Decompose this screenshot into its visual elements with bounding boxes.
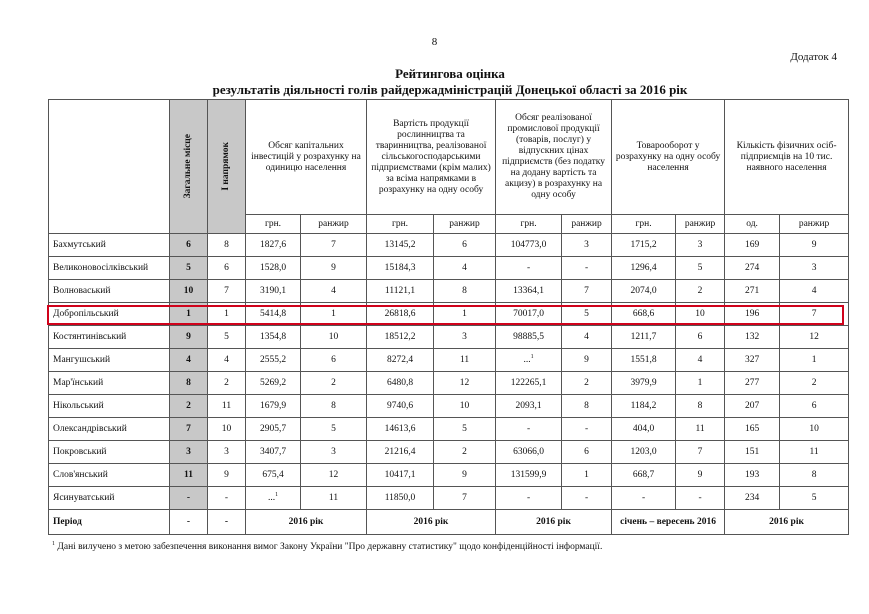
trade-value: 404,0 [612, 418, 676, 441]
agri-value: 15184,3 [367, 257, 434, 280]
period-row [49, 510, 849, 535]
entrepreneurs-header: Кількість фізичних осіб-підприємців на 10 тис. наявного населення [725, 100, 849, 215]
page-number: 8 [431, 36, 438, 48]
table-row [49, 234, 849, 257]
agri-rank: 4 [434, 257, 496, 280]
industry-value: 122265,1 [496, 372, 562, 395]
period-industry: 2016 рік [496, 510, 612, 535]
trade-value: 1211,7 [612, 326, 676, 349]
rating-table [48, 99, 849, 535]
capital-rank: 3 [301, 441, 367, 464]
trade-rank: 7 [676, 441, 725, 464]
unit-uah: грн. [612, 215, 676, 234]
capital-rank: 9 [301, 257, 367, 280]
trade-rank: 2 [676, 280, 725, 303]
agri-value: 13145,2 [367, 234, 434, 257]
industry-rank: 5 [562, 303, 612, 326]
period-capital: 2016 рік [246, 510, 367, 535]
district-name: Нікольський [49, 395, 170, 418]
table-row [49, 464, 849, 487]
capital-value: 5269,2 [246, 372, 301, 395]
industry-value: 104773,0 [496, 234, 562, 257]
industry-value: - [496, 487, 562, 510]
entrepreneurs-value: 151 [725, 441, 780, 464]
period-label: Період [49, 510, 170, 535]
entrepreneurs-rank: 7 [780, 303, 849, 326]
capital-value: 5414,8 [246, 303, 301, 326]
entrepreneurs-rank: 3 [780, 257, 849, 280]
entrepreneurs-rank: 2 [780, 372, 849, 395]
agri-rank: 3 [434, 326, 496, 349]
direction-rank: - [208, 487, 246, 510]
title-line-1: Рейтингова оцінка [395, 66, 505, 81]
trade-rank: 8 [676, 395, 725, 418]
district-name: Добропільський [49, 303, 170, 326]
industry-value: ...$^1$ [496, 349, 562, 372]
overall-place: 6 [170, 234, 208, 257]
trade-rank: 9 [676, 464, 725, 487]
overall-place: 2 [170, 395, 208, 418]
agri-value: 26818,6 [367, 303, 434, 326]
capital-rank: 2 [301, 372, 367, 395]
entrepreneurs-rank: 8 [780, 464, 849, 487]
overall-place: - [170, 487, 208, 510]
capital-value: 1827,6 [246, 234, 301, 257]
industry-value: 70017,0 [496, 303, 562, 326]
district-name: Ясинуватський [49, 487, 170, 510]
capital-investment-header: Обсяг капітальних інвестицій у розрахунку на одиницю населення [246, 100, 367, 215]
capital-rank: 5 [301, 418, 367, 441]
overall-place: 9 [170, 326, 208, 349]
trade-rank: 3 [676, 234, 725, 257]
capital-value: 1679,9 [246, 395, 301, 418]
agri-rank: 12 [434, 372, 496, 395]
entrepreneurs-value: 274 [725, 257, 780, 280]
agri-value: 8272,4 [367, 349, 434, 372]
direction-rank: 3 [208, 441, 246, 464]
capital-rank: 4 [301, 280, 367, 303]
district-name: Костянтинівський [49, 326, 170, 349]
capital-rank: 8 [301, 395, 367, 418]
capital-rank: 1 [301, 303, 367, 326]
trade-value: 1296,4 [612, 257, 676, 280]
trade-value: 3979,9 [612, 372, 676, 395]
industry-value: 98885,5 [496, 326, 562, 349]
unit-uah: грн. [496, 215, 562, 234]
trade-value: 2074,0 [612, 280, 676, 303]
overall-place: 11 [170, 464, 208, 487]
overall-place-header: Загальне місце [170, 100, 208, 234]
industry-rank: 1 [562, 464, 612, 487]
agri-rank: 10 [434, 395, 496, 418]
capital-rank: 7 [301, 234, 367, 257]
table-row [49, 349, 849, 372]
district-name: Покровський [49, 441, 170, 464]
trade-value: 1203,0 [612, 441, 676, 464]
entrepreneurs-rank: 6 [780, 395, 849, 418]
entrepreneurs-value: 132 [725, 326, 780, 349]
district-name: Бахмутський [49, 234, 170, 257]
agri-value: 6480,8 [367, 372, 434, 395]
trade-value: 668,7 [612, 464, 676, 487]
entrepreneurs-value: 277 [725, 372, 780, 395]
industry-rank: - [562, 418, 612, 441]
table-row [49, 441, 849, 464]
overall-place: 10 [170, 280, 208, 303]
agri-rank: 8 [434, 280, 496, 303]
period-agri: 2016 рік [367, 510, 496, 535]
footnote-mark: 1 [275, 491, 279, 498]
entrepreneurs-value: 169 [725, 234, 780, 257]
entrepreneurs-rank: 12 [780, 326, 849, 349]
capital-rank: 6 [301, 349, 367, 372]
overall-place: 3 [170, 441, 208, 464]
appendix-label: Додаток 4 [790, 51, 837, 63]
industry-rank: - [562, 487, 612, 510]
overall-place: 4 [170, 349, 208, 372]
industry-rank: - [562, 257, 612, 280]
direction-rank: 5 [208, 326, 246, 349]
trade-value: - [612, 487, 676, 510]
agri-value: 9740,6 [367, 395, 434, 418]
trade-rank: 6 [676, 326, 725, 349]
industry-rank: 2 [562, 372, 612, 395]
entrepreneurs-value: 193 [725, 464, 780, 487]
entrepreneurs-value: 327 [725, 349, 780, 372]
entrepreneurs-rank: 4 [780, 280, 849, 303]
table-row [49, 418, 849, 441]
trade-rank: 4 [676, 349, 725, 372]
period-place: - [170, 510, 208, 535]
agri-rank: 11 [434, 349, 496, 372]
capital-rank: 11 [301, 487, 367, 510]
direction-rank: 10 [208, 418, 246, 441]
direction-rank: 8 [208, 234, 246, 257]
capital-value: 3407,7 [246, 441, 301, 464]
unit-uah: грн. [246, 215, 301, 234]
period-entrepreneurs: 2016 рік [725, 510, 849, 535]
district-name: Волноваський [49, 280, 170, 303]
district-name: Слов'янський [49, 464, 170, 487]
industry-rank: 9 [562, 349, 612, 372]
industry-rank: 8 [562, 395, 612, 418]
entrepreneurs-rank: 9 [780, 234, 849, 257]
unit-rank: ранжир [676, 215, 725, 234]
entrepreneurs-value: 234 [725, 487, 780, 510]
agri-rank: 7 [434, 487, 496, 510]
industry-rank: 4 [562, 326, 612, 349]
header-row [49, 100, 849, 215]
direction-rank: 6 [208, 257, 246, 280]
entrepreneurs-rank: 11 [780, 441, 849, 464]
agri-rank: 6 [434, 234, 496, 257]
overall-place: 8 [170, 372, 208, 395]
overall-place: 5 [170, 257, 208, 280]
direction-rank: 4 [208, 349, 246, 372]
agri-value: 14613,6 [367, 418, 434, 441]
trade-value: 1184,2 [612, 395, 676, 418]
agri-value: 10417,1 [367, 464, 434, 487]
industry-value: 13364,1 [496, 280, 562, 303]
table-row-highlighted [49, 303, 849, 326]
entrepreneurs-value: 165 [725, 418, 780, 441]
entrepreneurs-rank: 5 [780, 487, 849, 510]
direction-rank: 7 [208, 280, 246, 303]
direction-rank: 11 [208, 395, 246, 418]
industry-rank: 3 [562, 234, 612, 257]
industry-value: 131599,9 [496, 464, 562, 487]
industry-rank: 6 [562, 441, 612, 464]
district-header-cell [49, 100, 170, 234]
capital-value: 3190,1 [246, 280, 301, 303]
unit-rank: ранжир [301, 215, 367, 234]
direction-rank: 1 [208, 303, 246, 326]
period-trade: січень – вересень 2016 [612, 510, 725, 535]
district-name: Мар'їнський [49, 372, 170, 395]
unit-uah: грн. [367, 215, 434, 234]
agri-production-header: Вартість продукції рослинництва та тваринництва, реалізованої сільськогосподарськими підприємствами (крім малих) за всіма напрямками в розрахунку на одну особу [367, 100, 496, 215]
trade-rank: - [676, 487, 725, 510]
table-row [49, 487, 849, 510]
direction-rank: 2 [208, 372, 246, 395]
retail-turnover-header: Товарооборот у розрахунку на одну особу населення [612, 100, 725, 215]
trade-rank: 11 [676, 418, 725, 441]
table-row [49, 257, 849, 280]
industry-rank: 7 [562, 280, 612, 303]
trade-value: 1551,8 [612, 349, 676, 372]
entrepreneurs-value: 196 [725, 303, 780, 326]
industrial-production-header: Обсяг реалізованої промислової продукції (товарів, послуг) у відпускних цінах підприємств (без податку на додану вартість та акцизу) в розрахунку на одну особу [496, 100, 612, 215]
footnote [52, 542, 602, 552]
industry-value: 63066,0 [496, 441, 562, 464]
district-name: Мангушський [49, 349, 170, 372]
industry-value: - [496, 257, 562, 280]
footnote-mark: 1 [52, 540, 55, 547]
entrepreneurs-value: 271 [725, 280, 780, 303]
trade-value: 668,6 [612, 303, 676, 326]
period-direction: - [208, 510, 246, 535]
capital-rank: 10 [301, 326, 367, 349]
entrepreneurs-rank: 10 [780, 418, 849, 441]
unit-rank: ранжир [434, 215, 496, 234]
unit-rank: ранжир [780, 215, 849, 234]
footnote-mark: 1 [530, 353, 534, 360]
table-row [49, 280, 849, 303]
unit-units: од. [725, 215, 780, 234]
agri-rank: 2 [434, 441, 496, 464]
entrepreneurs-rank: 1 [780, 349, 849, 372]
agri-value: 21216,4 [367, 441, 434, 464]
unit-rank: ранжир [562, 215, 612, 234]
table-row [49, 395, 849, 418]
trade-rank: 5 [676, 257, 725, 280]
title-line-2: результатів діяльності голів райдержадміністрацій Донецької області за 2016 рік [212, 82, 688, 97]
district-name: Олександрівський [49, 418, 170, 441]
table-row [49, 326, 849, 349]
district-name: Великоновосілківський [49, 257, 170, 280]
agri-value: 18512,2 [367, 326, 434, 349]
agri-value: 11121,1 [367, 280, 434, 303]
trade-rank: 10 [676, 303, 725, 326]
trade-rank: 1 [676, 372, 725, 395]
capital-rank: 12 [301, 464, 367, 487]
agri-value: 11850,0 [367, 487, 434, 510]
table-row [49, 372, 849, 395]
trade-value: 1715,2 [612, 234, 676, 257]
overall-place: 7 [170, 418, 208, 441]
agri-rank: 1 [434, 303, 496, 326]
entrepreneurs-value: 207 [725, 395, 780, 418]
agri-rank: 9 [434, 464, 496, 487]
overall-place: 1 [170, 303, 208, 326]
agri-rank: 5 [434, 418, 496, 441]
footnote-text: Дані вилучено з метою забезпечення виконання вимог Закону України "Про державну статистику" щодо конфіденційності інформації. [57, 542, 603, 552]
capital-value: 1354,8 [246, 326, 301, 349]
capital-value: 2555,2 [246, 349, 301, 372]
capital-value: ...$^1$ [246, 487, 301, 510]
capital-value: 2905,7 [246, 418, 301, 441]
direction-header: І напрямок [208, 100, 246, 234]
capital-value: 675,4 [246, 464, 301, 487]
industry-value: 2093,1 [496, 395, 562, 418]
direction-rank: 9 [208, 464, 246, 487]
industry-value: - [496, 418, 562, 441]
capital-value: 1528,0 [246, 257, 301, 280]
